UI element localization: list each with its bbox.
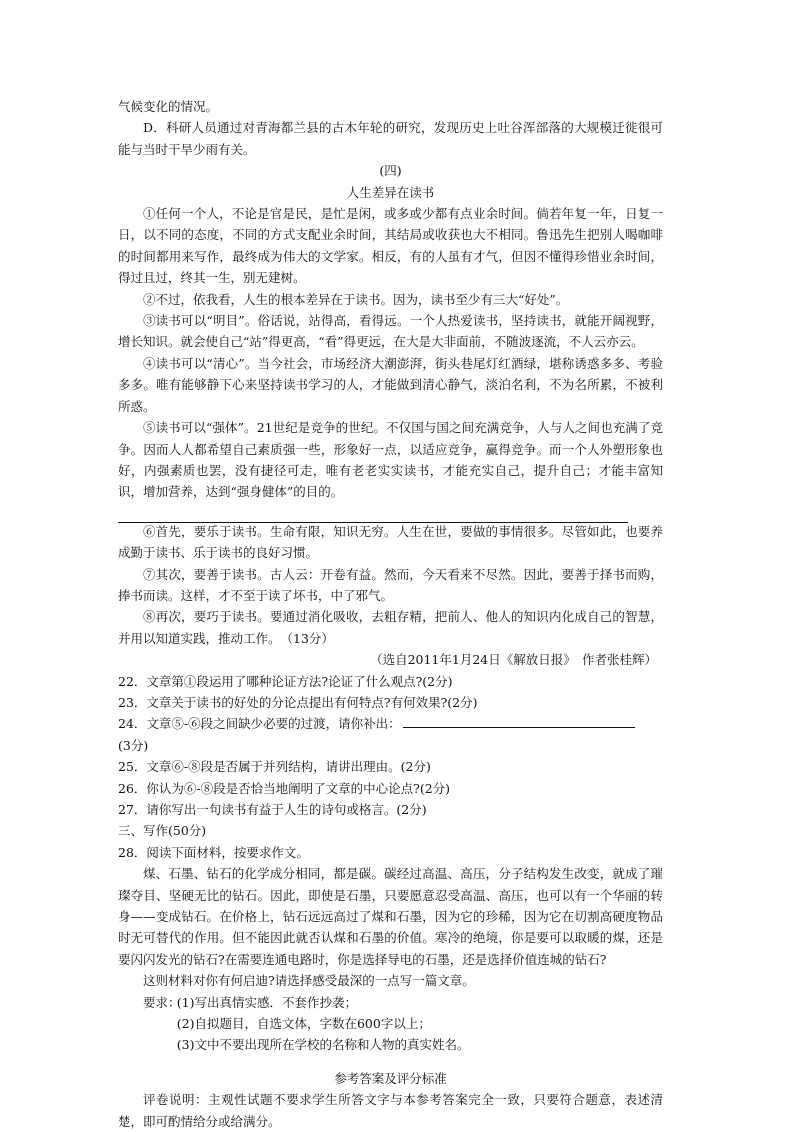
- requirement-2: (2)自拟题目，自选文体，字数在600字以上；: [176, 1016, 431, 1032]
- question-24: [118, 713, 663, 734]
- question-22: 22．文章第①段运用了哪种论证方法?论证了什么观点?(2分): [118, 673, 453, 689]
- top-fragment: 气候变化的情况。: [118, 99, 219, 114]
- paragraph-1: ①任何一个人，不论是官是民，是忙是闲，或多或少都有点业余时间。倘若年复一年，日复一日，以不同的态度，不同的方式支配业余时间，其结局或收获也大不相同。鲁迅先生把别人喝咖啡的时间都用来写作，最终成为伟大的文学家。相反，有的人虽有才气，但因不懂得珍惜业余时间，得过且过，终其一生，别无建树。: [118, 206, 663, 286]
- paragraph-5: ⑤读书可以“强体”。21世纪是竞争的世纪。不仅国与国之间充满竞争，人与人之间也充满了竞争。因而人人都希望自己素质强一些，形象好一点，以适应竞争，赢得竞争。而一个人外塑形象也好，内强素质也罢，没有捷径可走，唯有老老实实读书，才能充实自己，提升自己；才能丰富知识，增加营养，达到“强身健体”的目的。: [118, 420, 663, 500]
- requirements-label: 要求：: [143, 994, 181, 1010]
- section-number: (四): [379, 163, 402, 179]
- question-23: 23．文章关于读书的好处的分论点提出有何特点?有何效果?(2分): [118, 694, 478, 710]
- question-26: 26．你认为⑥-⑧段是否恰当地阐明了文章的中心论点?(2分): [118, 780, 451, 796]
- writing-heading: 三、写作(50分): [118, 823, 207, 839]
- option-d: D．科研人员通过对青海都兰县的古木年轮的研究，发现历史上吐谷浑部落的大规模迁徙很可能与当时干旱少雨有关。: [118, 120, 663, 157]
- requirement-1: (1)写出真情实感．不套作抄袭；: [176, 994, 357, 1010]
- writing-material: 煤、石墨、钻石的化学成分相同，都是碳。碳经过高温、高压，分子结构发生改变，就成了璀璨夺目、坚硬无比的钻石。因此，即使是石墨，只要愿意忍受高温、高压，也可以有一个华丽的转身——变成钻石。在价格上，钻石远远高过了煤和石墨，因为它的珍稀，因为它在切割高硬度物品时无可替代的作用。但不能因此就否认煤和石墨的价值。寒冷的绝境，你是要可以取暖的煤，还是要闪闪发光的钻石?在需要连通电路时，你是选择导电的石墨，还是选择价值连城的钻石?: [118, 866, 663, 967]
- paragraph-8: ⑧再次，要巧于读书。要通过消化吸收，去粗存精，把前人、他人的知识内化成自己的智慧，并用以知道实践，推动工作。 （13分）: [118, 609, 663, 646]
- question-27: 27．请你写出一句读书有益于人生的诗句或格言。(2分): [118, 802, 427, 817]
- article-source: （选自2011年1月24日《解放日报》 作者张桂辉）: [370, 652, 657, 668]
- question-24-text: 24．文章⑤-⑥段之间缺少必要的过渡，请你补出：: [118, 716, 401, 732]
- missing-transition-line: [118, 503, 628, 523]
- writing-prompt: 这则材料对你有何启迪?请选择感受最深的一点写一篇文章。: [143, 973, 475, 989]
- article-title: 人生差异在读书: [346, 184, 435, 200]
- paragraph-2: ②不过，依我看，人生的根本差异在于读书。因为，读书至少有三大“好处”。: [143, 291, 569, 307]
- question-28: 28．阅读下面材料，按要求作文。: [118, 844, 309, 860]
- paragraph-6: ⑥首先，要乐于读书。生命有限，知识无穷。人生在世，要做的事情很多。尽管如此，也要养成勤于读书、乐于读书的良好习惯。: [118, 523, 663, 561]
- paragraph-7: ⑦其次，要善于读书。古人云：开卷有益。然而，今天看来不尽然。因此，要善于择书而购，捧书而读。这样，才不至于读了坏书，中了邪气。: [118, 566, 663, 603]
- document-page: [118, 96, 663, 1132]
- paragraph-4: ④读书可以“清心”。当今社会，市场经济大潮澎湃，街头巷尾灯红酒绿，堪称诱惑多多、考验多多。唯有能够静下心来坚持读书学习的人，才能做到清心静气，淡泊名利，不为名所累，不被利所惑。: [118, 355, 663, 414]
- answers-note: 评卷说明：主观性试题不要求学生所答文字与本参考答案完全一致，只要符合题意，表述清楚，即可酌情给分或给满分。: [118, 1092, 663, 1129]
- requirement-3: (3)文中不要出现所在学校的名称和人物的真实姓名。: [176, 1037, 470, 1053]
- answer-blank[interactable]: [403, 713, 635, 728]
- paragraph-3: ③读书可以“明目”。俗话说，站得高，看得远。一个人热爱读书，坚持读书，就能开阔视野，增长知识。就会使自己“站”得更高，“看”得更远，在大是大非面前，不随波逐流，不人云亦云。: [118, 313, 663, 350]
- question-24-score: (3分): [118, 737, 149, 753]
- question-25: 25．文章⑥-⑧段是否属于并列结构，请讲出理由。(2分): [118, 759, 431, 775]
- answers-title: 参考答案及评分标准: [334, 1070, 447, 1086]
